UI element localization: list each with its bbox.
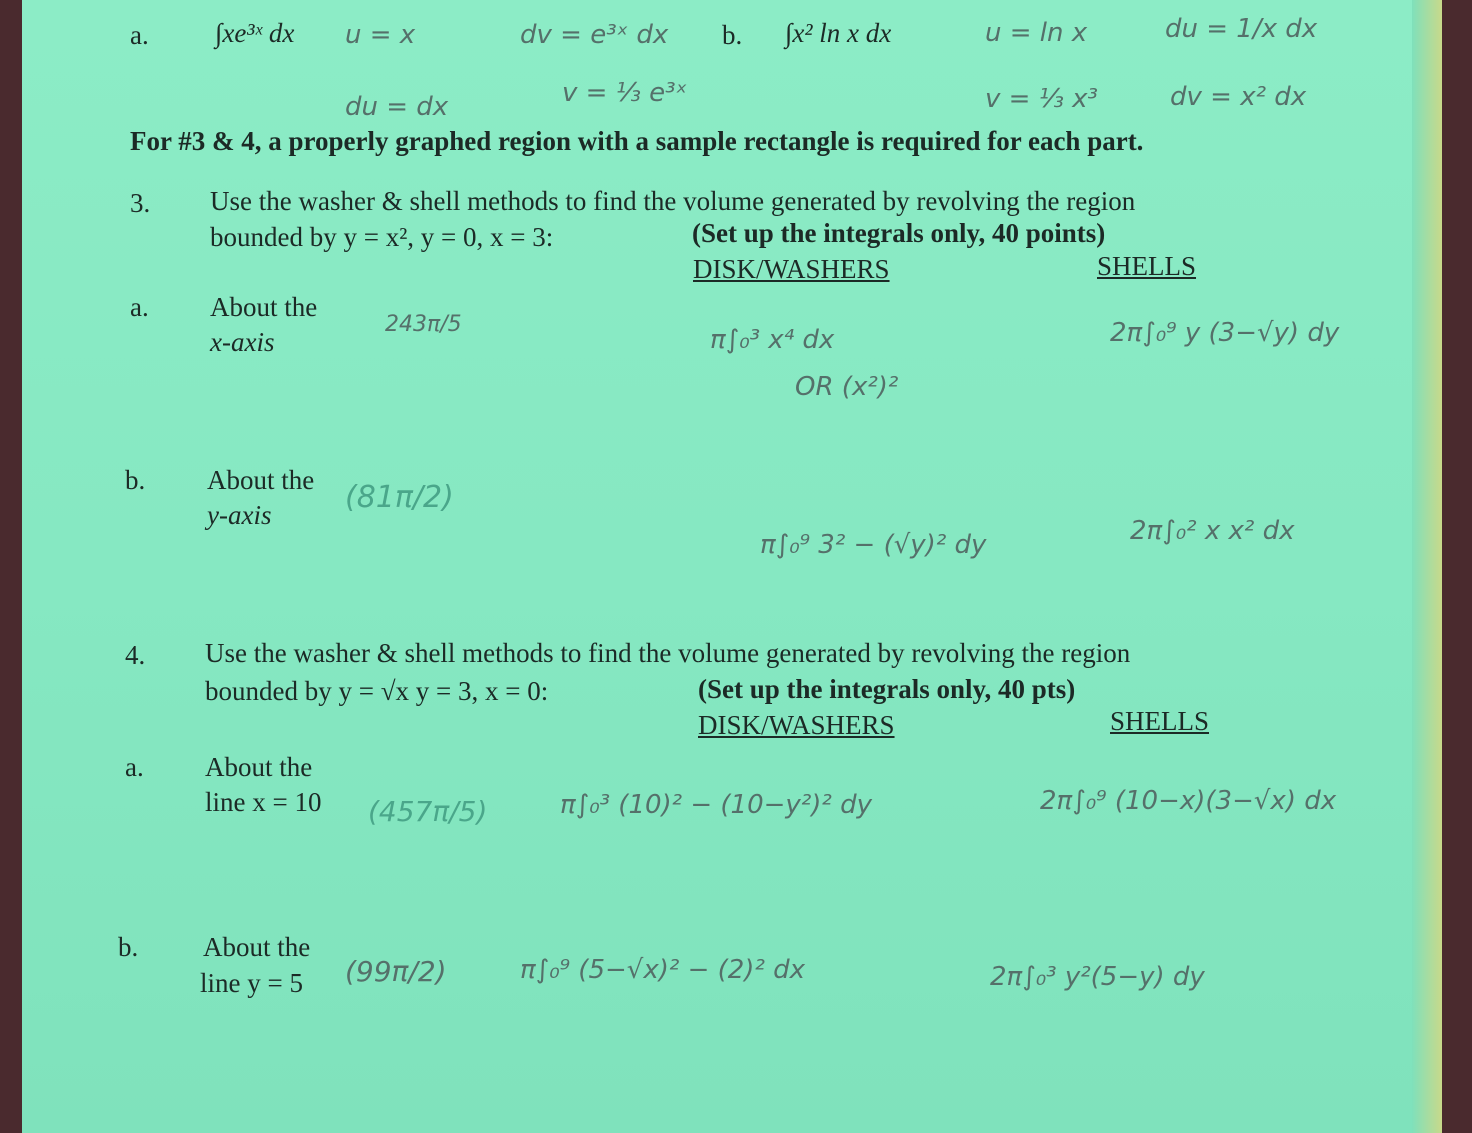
p4-text2: bounded by y = √x y = 3, x = 0: (205, 676, 549, 706)
p3-text1: Use the washer & shell methods to find the volume generated by revolving the region (210, 186, 1136, 216)
p3b-line1: About the (207, 465, 315, 495)
p3a-line1: About the (210, 292, 318, 322)
p4-points: (Set up the integrals only, 40 pts) (698, 674, 1076, 704)
p3-col-disk: DISK/WASHERS (693, 254, 890, 284)
instruction: For #3 & 4, a properly graphed region with a sample rectangle is required for each part. (130, 126, 1144, 156)
p3b-label: b. (125, 465, 146, 495)
p2-b-v: v = ⅓ x³ (985, 84, 1098, 114)
p3b-line2: y-axis (207, 500, 272, 530)
p4-col-disk: DISK/WASHERS (698, 710, 895, 740)
p2-b-integral: ∫x² ln x dx (785, 18, 892, 48)
p3-text2: bounded by y = x², y = 0, x = 3: (210, 222, 554, 252)
p4b-disk: π∫₀⁹ (5−√x)² − (2)² dx (520, 955, 806, 985)
p4a-line1: About the (205, 752, 313, 782)
p4a-label: a. (125, 752, 144, 782)
p2-b-u: u = ln x (985, 18, 1088, 48)
p4b-shell: 2π∫₀³ y²(5−y) dy (990, 962, 1205, 992)
p4a-answer: (457π/5) (368, 795, 488, 828)
p4b-answer: (99π/2) (345, 955, 447, 988)
p2-a-v: v = ⅓ e³ˣ (562, 78, 688, 108)
p3a-disk-note: OR (x²)² (795, 372, 899, 402)
p4b-line1: About the (203, 932, 311, 962)
p2-b-du: du = 1/x dx (1165, 14, 1318, 44)
p4a-line2: line x = 10 (205, 787, 322, 817)
p3-points: (Set up the integrals only, 40 points) (692, 218, 1106, 248)
p4-text1: Use the washer & shell methods to find the volume generated by revolving the region (205, 638, 1131, 668)
p3b-answer: (81π/2) (345, 480, 454, 515)
p2-a-dv: dv = e³ˣ dx (520, 20, 669, 50)
p4b-line2: line y = 5 (200, 968, 303, 998)
p2-a-u: u = x (345, 20, 416, 50)
p4-col-shell: SHELLS (1110, 706, 1210, 736)
p2-a-du: du = dx (345, 92, 449, 122)
p3a-shell: 2π∫₀⁹ y (3−√y) dy (1110, 318, 1340, 348)
paper-edge (1412, 0, 1442, 1133)
p3a-answer: 243π/5 (385, 312, 462, 337)
p3b-shell: 2π∫₀² x x² dx (1130, 516, 1295, 546)
p2-a-label: a. (130, 20, 149, 50)
p3a-disk: π∫₀³ x⁴ dx (710, 325, 835, 355)
p3a-line2: x-axis (210, 327, 275, 357)
p2-b-label: b. (722, 20, 743, 50)
p2-a-integral: ∫xe³ˣ dx (215, 18, 295, 48)
p2-b-dv: dv = x² dx (1170, 82, 1307, 112)
p3a-label: a. (130, 292, 149, 322)
p3b-disk: π∫₀⁹ 3² − (√y)² dy (760, 530, 987, 560)
p4a-disk: π∫₀³ (10)² − (10−y²)² dy (560, 790, 872, 820)
p4a-shell: 2π∫₀⁹ (10−x)(3−√x) dx (1040, 786, 1337, 816)
p4-number: 4. (125, 640, 146, 670)
p4b-label: b. (118, 932, 139, 962)
p3-number: 3. (130, 188, 151, 218)
p3-col-shell: SHELLS (1097, 251, 1197, 281)
